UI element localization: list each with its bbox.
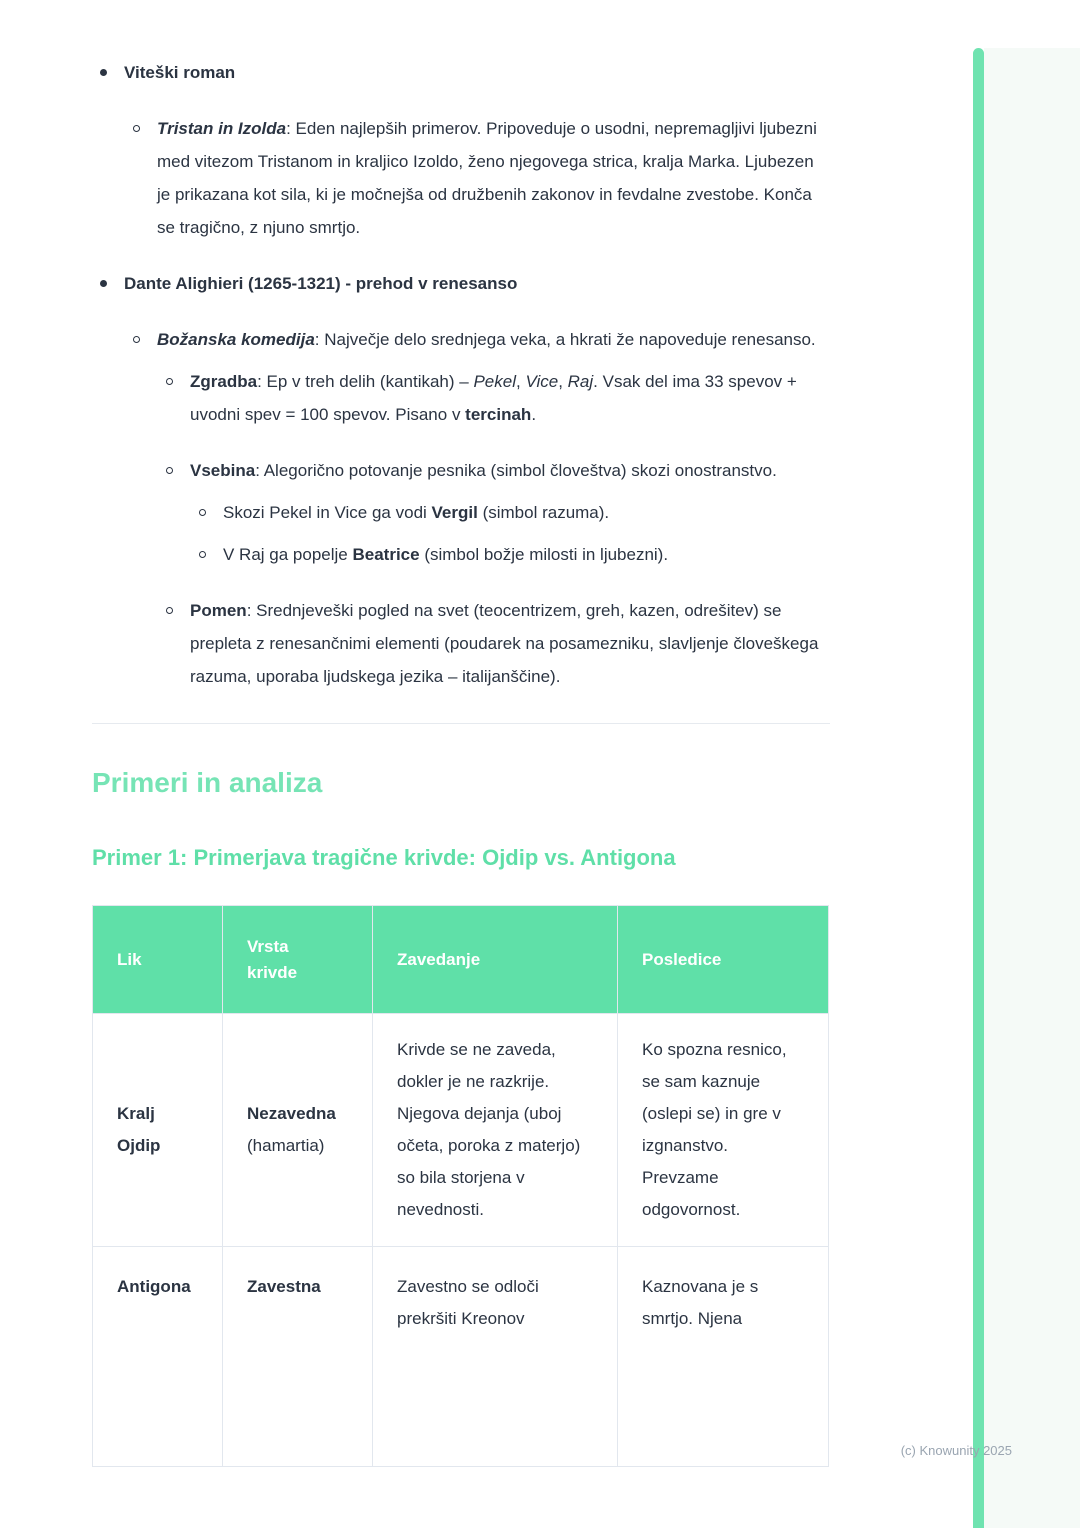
circle-bullet-icon bbox=[133, 125, 140, 132]
copyright-footer: (c) Knowunity 2025 bbox=[900, 1443, 1012, 1458]
list-item-beatrice bbox=[191, 538, 830, 571]
list-item-bozanska-komedija bbox=[125, 323, 830, 356]
cell-posledice: Ko spozna resnico, se sam kaznuje (oslepi se) in gre v izgnanstvo. Prevzame odgovornost. bbox=[618, 1014, 829, 1247]
col-header-vrsta-krivde: Vrsta krivde bbox=[223, 906, 373, 1014]
list-item-dante-alighieri bbox=[92, 267, 830, 300]
section-heading: Primeri in analiza bbox=[92, 767, 323, 798]
cell-posledice: Kaznovana je s smrtjo. Njena bbox=[618, 1247, 829, 1467]
subsection-heading: Primer 1: Primerjava tragične krivde: Ojdip vs. Antigona bbox=[92, 845, 676, 870]
cell-lik: Kralj Ojdip bbox=[93, 1014, 223, 1247]
disc-bullet-icon bbox=[100, 69, 107, 76]
circle-bullet-icon bbox=[133, 336, 140, 343]
list-item-text: Tristan in Izolda: Eden najlepših primerov. Pripoveduje o usodni, nepremagljivi ljubezni med vitezom Tristanom in kraljico Izoldo, ženo njegovega strica, kralja Marka. Ljubezen je prikazana kot sila, ki je močnejša od družbenih zakonov in fevdalne zvestobe. Konča se tragično, z njuno smrtjo. bbox=[157, 119, 817, 237]
list-item-text: Dante Alighieri (1265-1321) - prehod v renesanso bbox=[124, 274, 518, 293]
circle-bullet-icon bbox=[199, 551, 206, 558]
section-divider bbox=[92, 723, 830, 724]
comparison-table bbox=[92, 905, 829, 1467]
circle-bullet-icon bbox=[166, 607, 173, 614]
list-item-text: Vsebina: Alegorično potovanje pesnika (simbol človeštva) skozi onostranstvo. bbox=[190, 461, 777, 480]
list-item-text: Viteški roman bbox=[124, 63, 236, 82]
list-item-text: Božanska komedija: Največje delo srednjega veka, a hkrati že napoveduje renesanso. bbox=[157, 330, 816, 349]
table-row-kralj-ojdip bbox=[93, 1014, 829, 1247]
content-area bbox=[92, 56, 830, 1467]
disc-bullet-icon bbox=[100, 280, 107, 287]
list-item-pomen bbox=[158, 594, 830, 693]
list-item-viteski-roman bbox=[92, 56, 830, 89]
col-header-zavedanje: Zavedanje bbox=[373, 906, 618, 1014]
list-item-text: Pomen: Srednjeveški pogled na svet (teocentrizem, greh, kazen, odrešitev) se prepleta z renesančnimi elementi (poudarek na posamezniku, slavljenje človeškega razuma, uporaba ljudskega jezika – italijanščine). bbox=[190, 601, 819, 686]
cell-lik: Antigona bbox=[93, 1247, 223, 1467]
cell-vrsta-krivde: Zavestna bbox=[223, 1247, 373, 1467]
table-header-row bbox=[93, 906, 829, 1014]
circle-bullet-icon bbox=[199, 509, 206, 516]
list-item-vsebina bbox=[158, 454, 830, 487]
list-item-text: V Raj ga popelje Beatrice (simbol božje milosti in ljubezni). bbox=[223, 545, 669, 564]
cell-zavedanje: Zavestno se odloči prekršiti Kreonov bbox=[373, 1247, 618, 1467]
table-row-antigona bbox=[93, 1247, 829, 1467]
notes-list bbox=[92, 56, 830, 693]
list-item-text: Zgradba: Ep v treh delih (kantikah) – Pekel, Vice, Raj. Vsak del ima 33 spevov + uvodni spev = 100 spevov. Pisano v tercinah. bbox=[190, 372, 797, 424]
list-item-text: Skozi Pekel in Vice ga vodi Vergil (simbol razuma). bbox=[223, 503, 610, 522]
page-edge-strip bbox=[984, 48, 1080, 1528]
cell-vrsta-krivde: Nezavedna (hamartia) bbox=[223, 1014, 373, 1247]
circle-bullet-icon bbox=[166, 467, 173, 474]
circle-bullet-icon bbox=[166, 378, 173, 385]
list-item-vergil bbox=[191, 496, 830, 529]
col-header-lik: Lik bbox=[93, 906, 223, 1014]
accent-bar bbox=[973, 48, 984, 1528]
cell-zavedanje: Krivde se ne zaveda, dokler je ne razkrije. Njegova dejanja (uboj očeta, poroka z materjo) so bila storjena v nevednosti. bbox=[373, 1014, 618, 1247]
col-header-posledice: Posledice bbox=[618, 906, 829, 1014]
list-item-zgradba bbox=[158, 365, 830, 431]
list-item-tristan-in-izolda bbox=[125, 112, 830, 244]
